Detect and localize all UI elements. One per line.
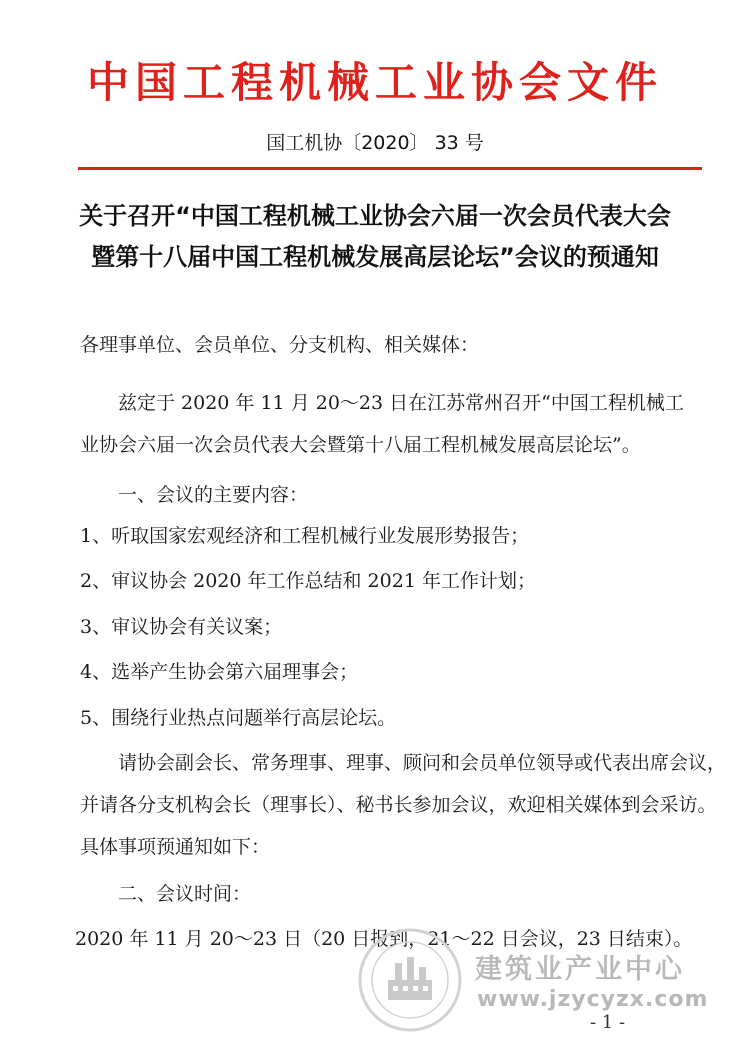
watermark-name: 建筑业产业中心 [475,954,685,985]
header-divider [78,167,702,170]
document-header-title: 中国工程机械工业协会文件 [86,58,663,107]
agenda-item-1: 1、听取国家宏观经济和工程机械行业发展形势报告； [80,525,530,547]
invite-line-3: 具体事项预通知如下： [80,836,271,858]
meeting-time: 2020 年 11 月 20～23 日（20 日报到，21～22 日会议，23 日结束）。 [75,928,693,950]
page-number: - 1 - [590,1012,626,1033]
agenda-item-5: 5、围绕行业热点问题举行高层论坛。 [80,707,397,729]
agenda-item-2: 2、审议协会 2020 年工作总结和 2021 年工作计划； [80,570,536,592]
intro-line-1: 兹定于 2020 年 11 月 20～23 日在江苏常州召开“中国工程机械工 [118,392,684,414]
watermark [355,925,709,1035]
section-2-heading: 二、会议时间： [118,883,252,905]
subject-line-2: 暨第十八届中国工程机械发展高层论坛”会议的预通知 [91,243,659,271]
intro-line-2: 业协会六届一次会员代表大会暨第十八届工程机械发展高层论坛”。 [80,434,641,456]
invite-line-1: 请协会副会长、常务理事、理事、顾问和会员单位领导或代表出席会议， [118,752,727,774]
addressee: 各理事单位、会员单位、分支机构、相关媒体： [80,334,480,356]
section-1-heading: 一、会议的主要内容： [118,484,309,506]
agenda-item-3: 3、审议协会有关议案； [80,616,283,638]
watermark-url: www.jzycyzx.com [477,987,709,1012]
invite-line-2: 并请各分支机构会长（理事长）、秘书长参加会议，欢迎相关媒体到会采访。 [80,794,717,816]
document-number: 国工机协〔2020〕 33 号 [266,132,484,154]
document-subject [40,196,710,278]
subject-line-1: 关于召开“中国工程机械工业协会六届一次会员代表大会 [79,202,671,230]
agenda-item-4: 4、选举产生协会第六届理事会； [80,661,359,683]
factory-seal-icon [355,925,465,1035]
